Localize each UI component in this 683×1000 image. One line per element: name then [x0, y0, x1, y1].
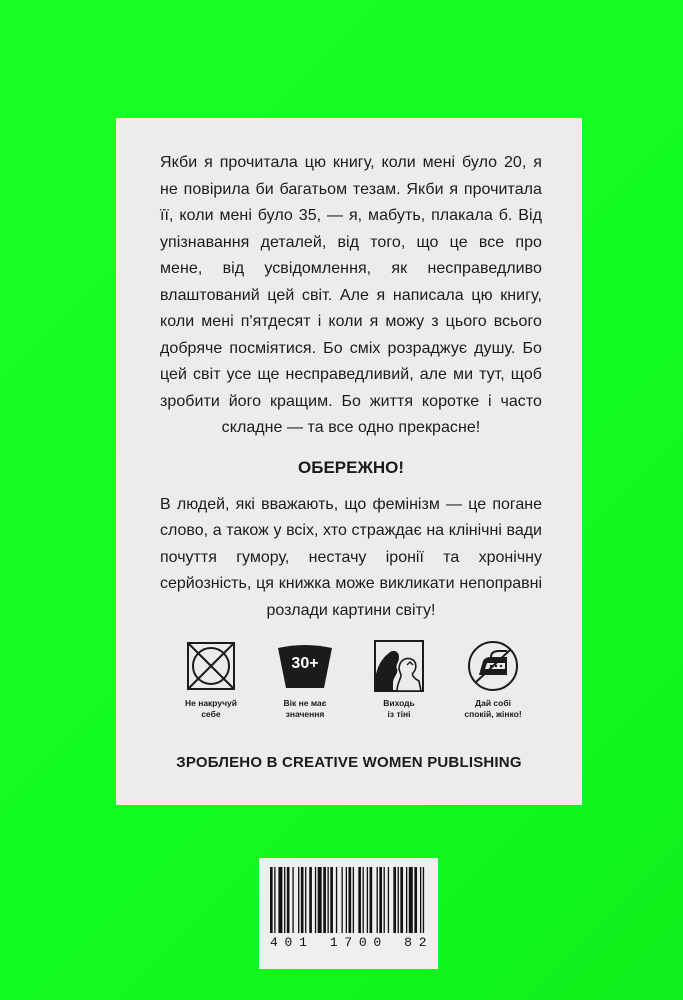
barcode-bar: [358, 867, 361, 933]
barcode-bar: [370, 867, 373, 933]
barcode-bar: [278, 867, 282, 933]
care-icon-no-wring: [172, 638, 250, 728]
barcode-bar: [367, 867, 368, 933]
barcode-bar: [384, 867, 385, 933]
barcode-digit: 0: [284, 935, 293, 950]
barcode-bar: [341, 867, 342, 933]
barcode-bar: [336, 867, 337, 933]
barcode-bar: [270, 867, 273, 933]
barcode-digit: 0: [358, 935, 368, 950]
no-wring-icon: [181, 638, 241, 694]
care-icon-no-iron: [454, 638, 532, 728]
out-of-shadow-icon: [369, 638, 429, 694]
barcode-bar: [414, 867, 417, 933]
care-icon-age: [266, 638, 344, 728]
barcode: [259, 858, 438, 969]
age-30-plus-icon: [275, 638, 335, 694]
intro-paragraph: Якби я прочитала цю книгу, коли мені було 20, я не повірила би багатьом тезам. Якби я прочитала її, коли мені було 35, — я, мабуть, плакала б. Від упізнавання деталей, від того, що це все про мене, від усвідомлення, як несправедливо влаштований цей світ. Але я написала цю книгу, коли мені п'ятдесят і коли я можу з цього всього добряче посміятися. Бо сміх розраджує душу. Бо цей світ усе ще несправедливий, але ми тут, щоб зробити його кращим. Бо життя коротке і часто складне — та все одно прекрасне!: [160, 154, 542, 436]
barcode-bar: [388, 867, 389, 933]
barcode-bar: [292, 867, 293, 933]
barcode-bar: [363, 867, 364, 933]
barcode-digit: 4: [270, 935, 279, 950]
barcode-bar: [315, 867, 316, 933]
barcode-bar: [406, 867, 407, 933]
icon-caption: Не накручуй себе: [184, 698, 238, 719]
barcode-bar: [398, 867, 399, 933]
barcode-bar: [346, 867, 347, 933]
barcode-bar: [327, 867, 328, 933]
barcode-digit: 7: [344, 935, 353, 950]
barcode-bar: [420, 867, 421, 933]
barcode-digit: 2: [418, 935, 427, 950]
barcode-number: [270, 935, 427, 950]
barcode-bar: [298, 867, 299, 933]
barcode-bar: [379, 867, 382, 933]
barcode-digit: 8: [404, 935, 413, 950]
barcode-digit: 1: [329, 935, 339, 950]
icon-caption: Дай собі спокій, жінко!: [464, 698, 522, 719]
barcode-bar: [284, 867, 285, 933]
barcode-bar: [423, 867, 424, 933]
age-label: 30+: [291, 655, 319, 672]
icon-caption: Виходь із тіні: [383, 698, 415, 719]
barcode-bar: [301, 867, 304, 933]
care-icons-row: [172, 638, 532, 728]
text-panel: [116, 118, 582, 805]
icon-caption: Вік не має значення: [283, 698, 327, 719]
barcode-bar: [274, 867, 275, 933]
barcode-bars: [270, 867, 427, 933]
barcode-bar: [309, 867, 312, 933]
care-icon-shadow: [360, 638, 438, 728]
warning-paragraph: В людей, які вважають, що фемінізм — це погане слово, а також у всіх, хто страждає на клінічні вади почуття гумору, нестачу іронії та хронічну серйозність, ця книжка може викликати непоправні розлади картини світу!: [160, 495, 542, 619]
barcode-bar: [377, 867, 378, 933]
barcode-digit: 0: [373, 935, 382, 950]
barcode-bar: [330, 867, 333, 933]
publisher-line: ЗРОБЛЕНО В CREATIVE WOMEN PUBLISHING: [176, 754, 522, 771]
barcode-bar: [318, 867, 322, 933]
warning-title: ОБЕРЕЖНО!: [298, 457, 404, 477]
barcode-digit: 1: [299, 935, 308, 950]
barcode-bar: [323, 867, 326, 933]
barcode-bar: [353, 867, 354, 933]
barcode-bar: [287, 867, 290, 933]
barcode-bar: [305, 867, 306, 933]
barcode-bar: [349, 867, 352, 933]
barcode-bar: [400, 867, 403, 933]
barcode-bar: [409, 867, 413, 933]
no-ironing-icon: [463, 638, 523, 694]
barcode-bar: [393, 867, 396, 933]
